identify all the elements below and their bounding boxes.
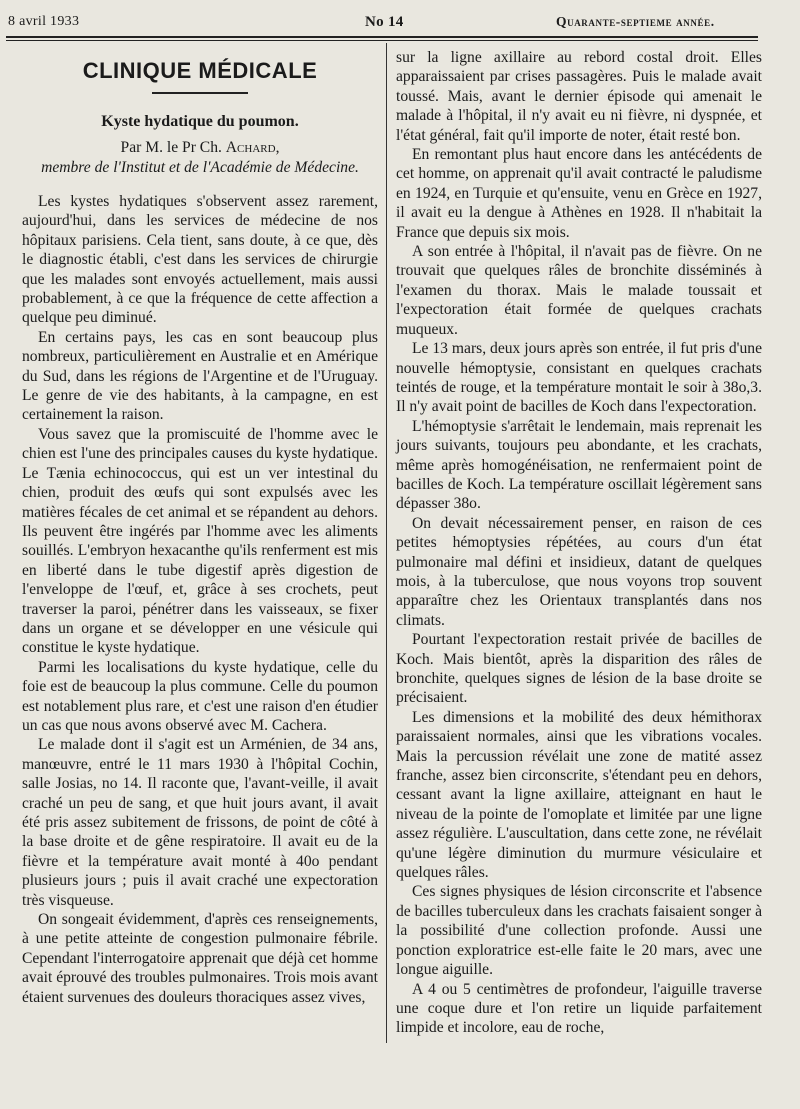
paragraph: En certains pays, les cas en sont beaucoup plus nombreux, particulièrement en Australie et en Amérique du Sud, dans les régions de l'Argentine et de l'Uruguay. Le genre de vie des habitants, à la campagne, en est certainement la raison. [22,328,378,424]
right-column [396,48,762,1038]
article-title: Kyste hydatique du poumon. [101,113,299,130]
header-rule-thin [6,40,758,41]
paragraph: On songeait évidemment, d'après ces renseignements, à une petite atteinte de congestion pulmonaire fébrile. Cependant l'interrogatoire apprenait que déjà cet homme avait éprouvé des troubles pulmonaires. Trois mois avant étaient survenues des douleurs thoraciques assez vives, [22,911,379,1006]
paragraph: Le malade dont il s'agit est un Arménien, de 34 ans, manœuvre, entré le 11 mars 1930 à l'hôpital Cochin, salle Josias, no 14. Il raconte que, l'avant-veille, il avait craché un peu de sang, et que huit jours avant, il avait été pris assez subitement de frissons, de point de côté à la base droite et de gêne respiratoire. Il avait eu de la fièvre et la température avait monté à 40o pendant plusieurs jours ; puis il avait craché une expectoration très visqueuse. [22,736,378,909]
paragraph: Parmi les localisations du kyste hydatique, celle du foie est de beaucoup la plus commune. Celle du poumon est notablement plus rare, et c'est une raison d'en étudier un cas que nous avons observé avec M. Cachera. [22,658,378,734]
paragraph-continued: sur la ligne axillaire au rebord costal droit. Elles apparaissaient par crises passagères. Puis le malade avait toussé. Mais, avant le dernier épisode qui amenait le malade à l'hôpital, il n'y avait eu ni fièvre, ni dyspnée, et l'état général, fait qu'il importe de noter, était resté bon. [396,49,762,144]
article-author [22,138,378,158]
paragraph: En remontant plus haut encore dans les antécédents de cet homme, on apprenait qu'il avait contracté le paludisme en 1924, en Turquie et qu'ensuite, venu en Grèce en 1927, il avait eu la dengue à Athènes en 1928. Il n'habitait la France que depuis six mois. [396,146,762,241]
paragraph: Vous savez que la promiscuité de l'homme avec le chien est l'une des principales causes du kyste hydatique. Le Tænia echinococcus, qui est un ver intestinal du chien, produit des œufs qui sont expulsés avec les matières fécales de cet animal et se répandent au dehors. Ils peuvent être ingérés par l'homme avec les aliments souillés. L'embryon hexacanthe qu'ils renferment est mis en liberté dans le tube digestif après digestion de l'enveloppe de l'œuf, et, grâce à ses crochets, peut traverser la paroi, pénétrer dans les vaisseaux, se fixer dans un organe et se développer en une vésicule qui constitue le kyste hydatique. [22,425,378,657]
paragraph: Ces signes physiques de lésion circonscrite et l'absence de bacilles tuberculeux dans les crachats faisaient songer à la possibilité d'une collection profonde. Aussi une ponction exploratrice est-elle faite le 20 mars, avec une longue aiguille. [396,883,762,979]
issue-date: 8 avril 1933 [8,14,80,29]
section-title-rule [152,92,248,94]
paragraph: Les dimensions et la mobilité des deux hémithorax paraissaient normales, ainsi que les vibrations vocales. Mais la percussion révélait une zone de matité assez franche, assez bien circonscrite, s'étendant peu en dehors, cessant avant la ligne axillaire, atteignant en haut le niveau de la pointe de l'omoplate et limitée par une ligne assez régulière. L'auscultation, dans cette zone, ne révélait qu'une légère diminution du murmure vésiculaire et quelques râles. [396,708,762,882]
author-affiliation: membre de l'Institut et de l'Académie de Médecine. [41,159,359,176]
page-header [0,14,800,34]
paragraph: On devait nécessairement penser, en raison de ces petites hémoptysies répétées, au cours d'un état pulmonaire mal défini et insidieux, datant de quelques mois, à la tuberculose, que nous voyons trop souvent apparaître chez les Orientaux transplantés dans nos climats. [396,514,762,629]
paragraph: Pourtant l'expectoration restait privée de bacilles de Koch. Mais bientôt, après la disparition des râles de bronchite, quelques signes de lésion de la base droite se précisaient. [396,631,762,707]
author-name: Achard, [225,139,280,156]
author-prefix: Par M. le Pr Ch. [120,139,222,156]
paragraph: A son entrée à l'hôpital, il n'avait pas de fièvre. On ne trouvait que quelques râles de bronchite disséminés à l'examen du thorax. Mais le malade toussait et l'expectoration était formée de quelques crachats muqueux. [396,243,762,338]
column-divider [386,43,387,1043]
paragraph: Le 13 mars, deux jours après son entrée, il fut pris d'une nouvelle hémoptysie, consistant en quelques crachats teintés de rouge, et la température montait le soir à 38o,3. Il n'y avait point de bacilles de Koch dans l'expectoration. [396,340,762,416]
issue-number: No 14 [365,14,404,30]
paragraph: A 4 ou 5 centimètres de profondeur, l'aiguille traverse une coque dure et l'on retire un liquide parfaitement limpide et incolore, eau de roche, [396,980,762,1037]
paragraph: L'hémoptysie s'arrêtait le lendemain, mais reprenait les jours suivants, toujours peu abondante, et les crachats, même après homogénéisation, ne renfermaient point de bacilles de Koch. La température oscillait légèrement sans dépasser 38o. [396,417,762,513]
header-rule [6,36,758,38]
left-column [22,58,378,1007]
publication-year: Quarante-septieme année. [556,14,715,29]
paragraph: Les kystes hydatiques s'observent assez rarement, aujourd'hui, dans les services de médecine de nos hôpitaux parisiens. Cela tient, sans doute, à ce que, dès le diagnostic établi, c'est dans les services de chirurgie que les malades sont envoyés actuellement, mais aussi probablement, à ce que la fréquence de cette affection a quelque peu diminué. [22,193,378,327]
section-title: CLINIQUE MÉDICALE [82,58,318,83]
